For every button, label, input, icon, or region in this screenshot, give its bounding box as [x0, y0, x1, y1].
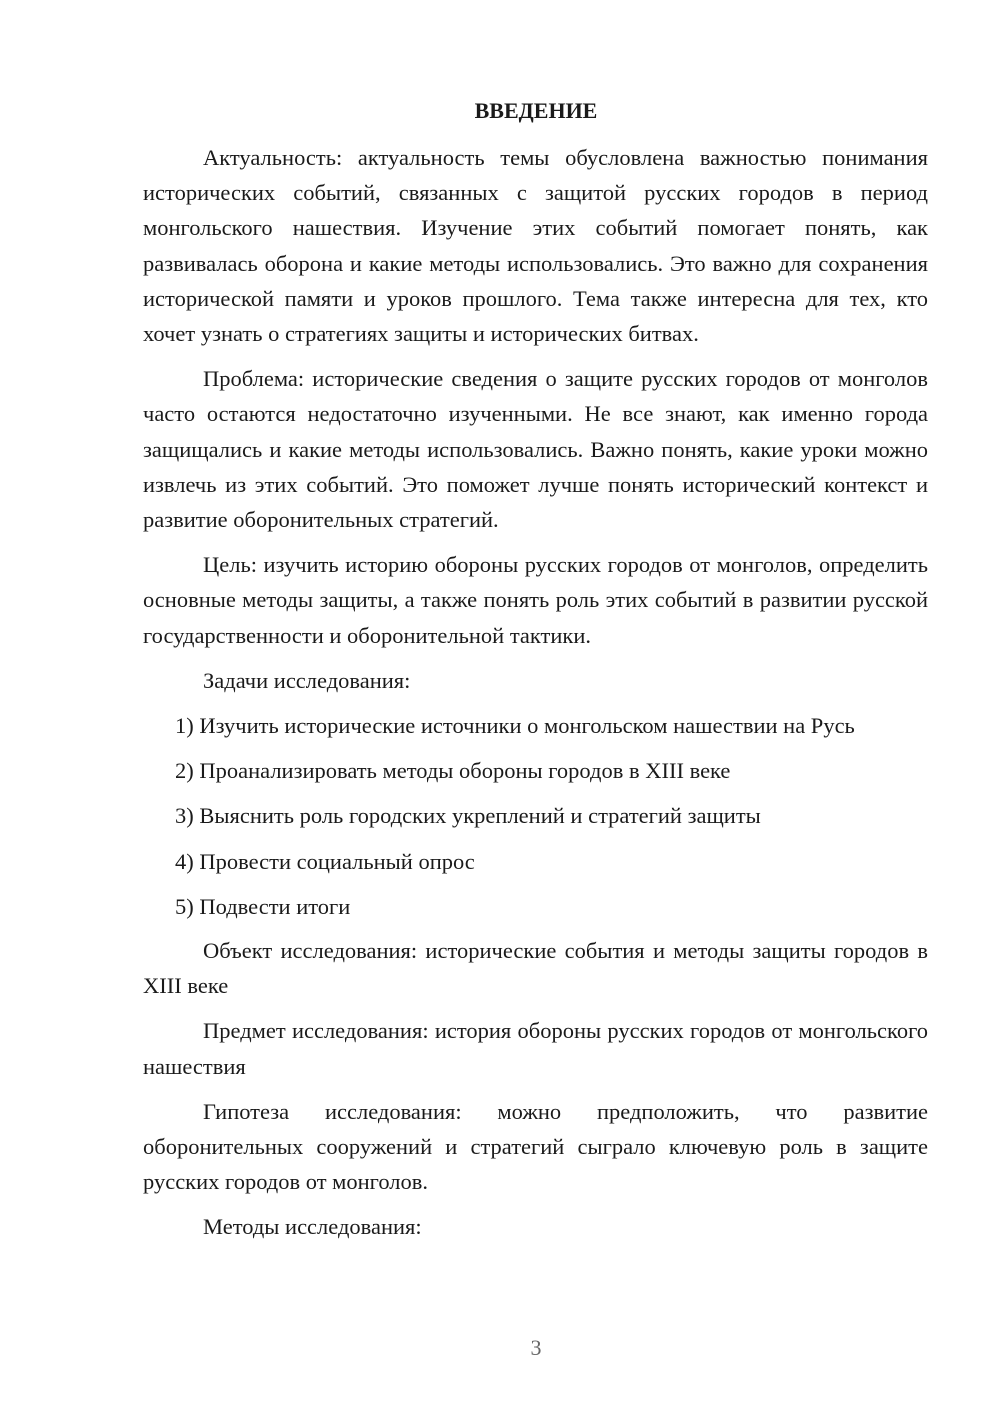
list-item: 5) Подвести итоги [175, 893, 351, 919]
tasks-list [143, 708, 928, 924]
problem-paragraph: Проблема: исторические сведения о защите русских городов от монголов часто остаются недостаточно изученными. Не все знают, как именно города защищались и какие методы использовались. Важно понять, какие уроки можно извлечь из этих событий. Это поможет лучше понять исторический контекст и развитие оборонительных стратегий. [143, 366, 928, 533]
list-item: 4) Провести социальный опрос [175, 848, 475, 874]
page-number: 3 [530, 1335, 542, 1360]
goal-paragraph: Цель: изучить историю обороны русских городов от монголов, определить основные методы защиты, а также понять роль этих событий в развитии русской государственности и оборонительной тактики. [143, 552, 928, 648]
subject-paragraph: Предмет исследования: история обороны русских городов от монгольского нашествия [143, 1018, 928, 1079]
object-paragraph: Объект исследования: исторические события и методы защиты городов в XIII веке [143, 938, 928, 999]
document-body [143, 140, 928, 1245]
page-title: ВВЕДЕНИЕ [474, 98, 598, 123]
hypothesis-paragraph: Гипотеза исследования: можно предположить, что развитие оборонительных сооружений и стратегий сыграло ключевую роль в защите русских городов от монголов. [143, 1098, 928, 1195]
methods-title: Методы исследования: [203, 1214, 422, 1240]
list-item: 2) Проанализировать методы обороны городов в XIII веке [175, 758, 731, 784]
tasks-title: Задачи исследования: [203, 667, 411, 693]
list-item: 3) Выяснить роль городских укреплений и стратегий защиты [175, 803, 761, 829]
relevance-paragraph: Актуальность: актуальность темы обусловлена важностью понимания исторических событий, связанных с защитой русских городов в период монгольского нашествия. Изучение этих событий помогает понять, как развивалась оборона и какие методы использовались. Это важно для сохранения исторической памяти и уроков прошлого. Тема также интересна для тех, кто хочет узнать о стратегиях защиты и исторических битвах. [143, 145, 928, 347]
list-item: 1) Изучить исторические источники о монгольском нашествии на Русь [175, 713, 855, 739]
